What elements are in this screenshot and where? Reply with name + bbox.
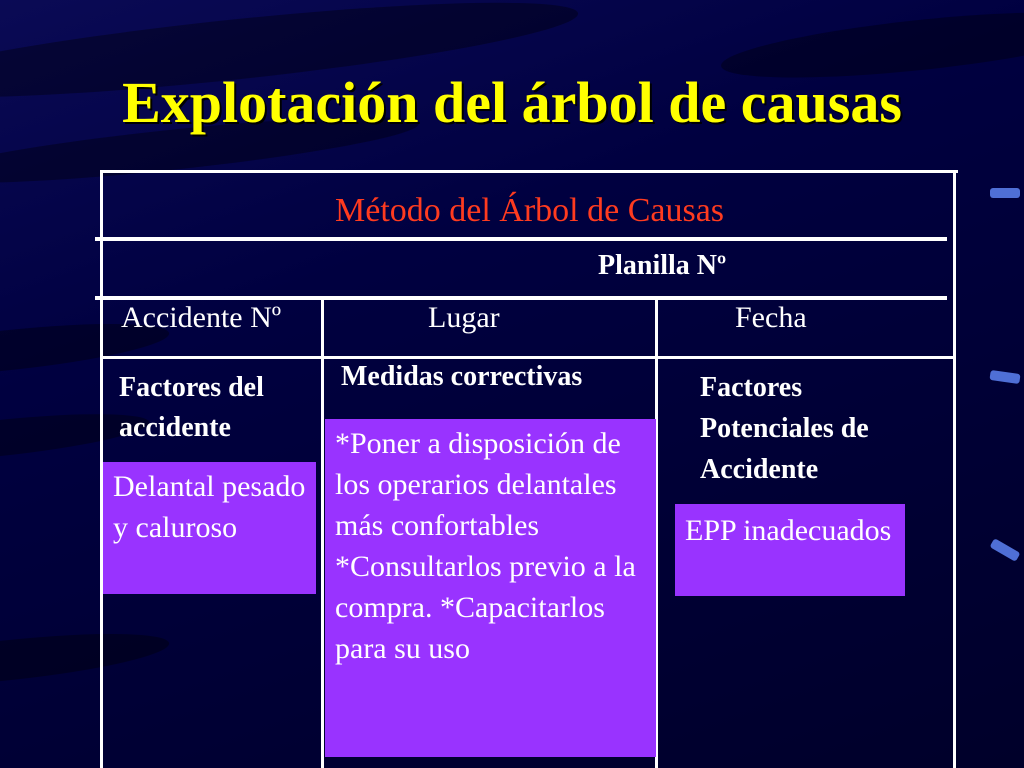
- potenciales-heading: Factores Potenciales de Accidente: [700, 372, 869, 485]
- lugar-label: Lugar: [428, 301, 500, 334]
- form-divider: [95, 237, 947, 241]
- accidente-label: Accidente Nº: [121, 301, 282, 334]
- form-divider: [103, 356, 955, 359]
- potenciales-value-box: EPP inadecuados: [675, 504, 905, 596]
- planilla-label: Planilla Nº: [598, 250, 727, 281]
- form-header: Método del Árbol de Causas: [335, 192, 725, 229]
- form-border-right: [953, 170, 956, 768]
- form-border-top: [100, 170, 958, 173]
- side-decoration-mark: [990, 188, 1020, 198]
- column-divider: [321, 298, 324, 768]
- medidas-value-box: *Poner a disposición de los operarios delantales más confortables *Consultarlos previo a la compra. *Capacitarlos para su uso: [325, 419, 656, 757]
- side-decoration-mark: [989, 370, 1020, 384]
- background-streak: [0, 623, 171, 696]
- fecha-label: Fecha: [735, 301, 807, 334]
- medidas-heading: Medidas correctivas: [341, 361, 583, 392]
- factores-heading: Factores del accidente: [119, 372, 264, 443]
- side-decoration-mark: [990, 538, 1021, 562]
- slide-title: Explotación del árbol de causas: [122, 70, 902, 135]
- factores-value-box: Delantal pesado y caluroso: [103, 462, 316, 594]
